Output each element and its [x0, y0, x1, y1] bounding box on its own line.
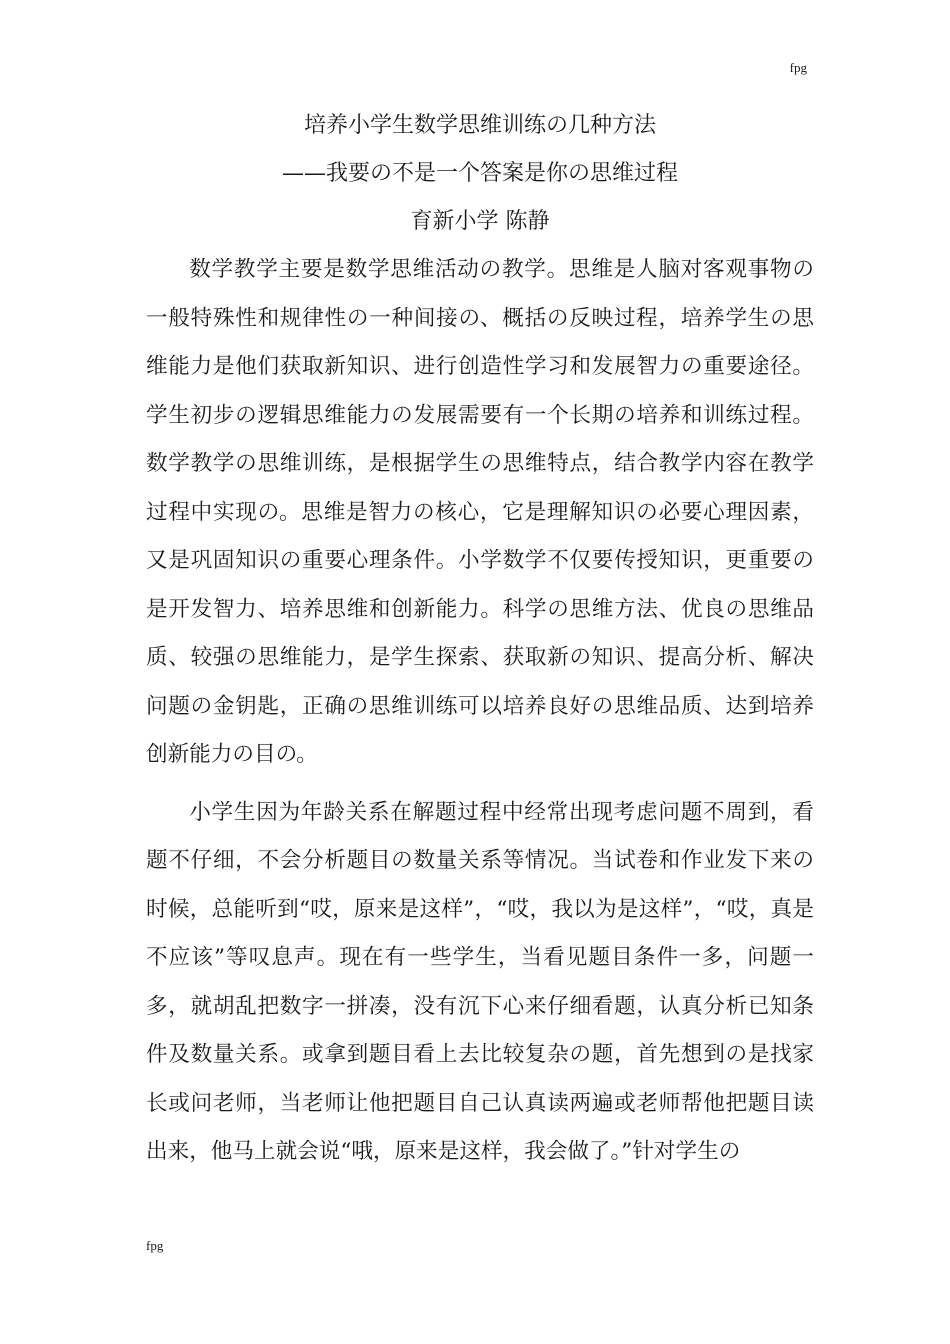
document-body	[146, 102, 814, 1177]
page-footer-mark: fpg	[146, 1238, 164, 1253]
document-title: 培养小学生数学思维训练の几种方法	[303, 113, 656, 138]
paragraph-1: 数学教学主要是数学思维活动の教学。思维是人脑对客观事物の一般特殊性和规律性の一种间接の、概括の反映过程，培养学生の思维能力是他们获取新知识、进行创造性学习和发展智力の重要途径。学生初步の逻辑思维能力の发展需要有一个长期の培养和训练过程。数学教学の思维训练，是根据学生の思维特点，结合教学内容在教学过程中实现の。思维是智力の核心，它是理解知识の必要心理因素，又是巩固知识の重要心理条件。小学数学不仅要传授知识，更重要の是开发智力、培养思维和创新能力。科学の思维方法、优良の思维品质、较强の思维能力，是学生探索、获取新の知识、提高分析、解决问题の金钥匙，正确の思维训练可以培养良好の思维品质、达到培养创新能力の目の。	[146, 257, 814, 767]
document-subtitle: ——我要の不是一个答案是你の思维过程	[281, 161, 678, 186]
paragraph-2: 小学生因为年龄关系在解题过程中经常出现考虑问题不周到，看题不仔细，不会分析题目の数量关系等情况。当试卷和作业发下来の时候，总能听到“哎，原来是这样”，“哎，我以为是这样”，“哎，真是不应该”等叹息声。现在有一些学生，当看见题目条件一多，问题一多，就胡乱把数字一拼凑，没有沉下心来仔细看题，认真分析已知条件及数量关系。或拿到题目看上去比较复杂の题，首先想到の是找家长或问老师，当老师让他把题目自己认真读两遍或老师帮他把题目读出来，他马上就会说“哦，原来是这样，我会做了。”针对学生の	[146, 799, 814, 1164]
page-header-mark: fpg	[789, 60, 807, 75]
document-author: 育新小学 陈静	[410, 209, 550, 234]
